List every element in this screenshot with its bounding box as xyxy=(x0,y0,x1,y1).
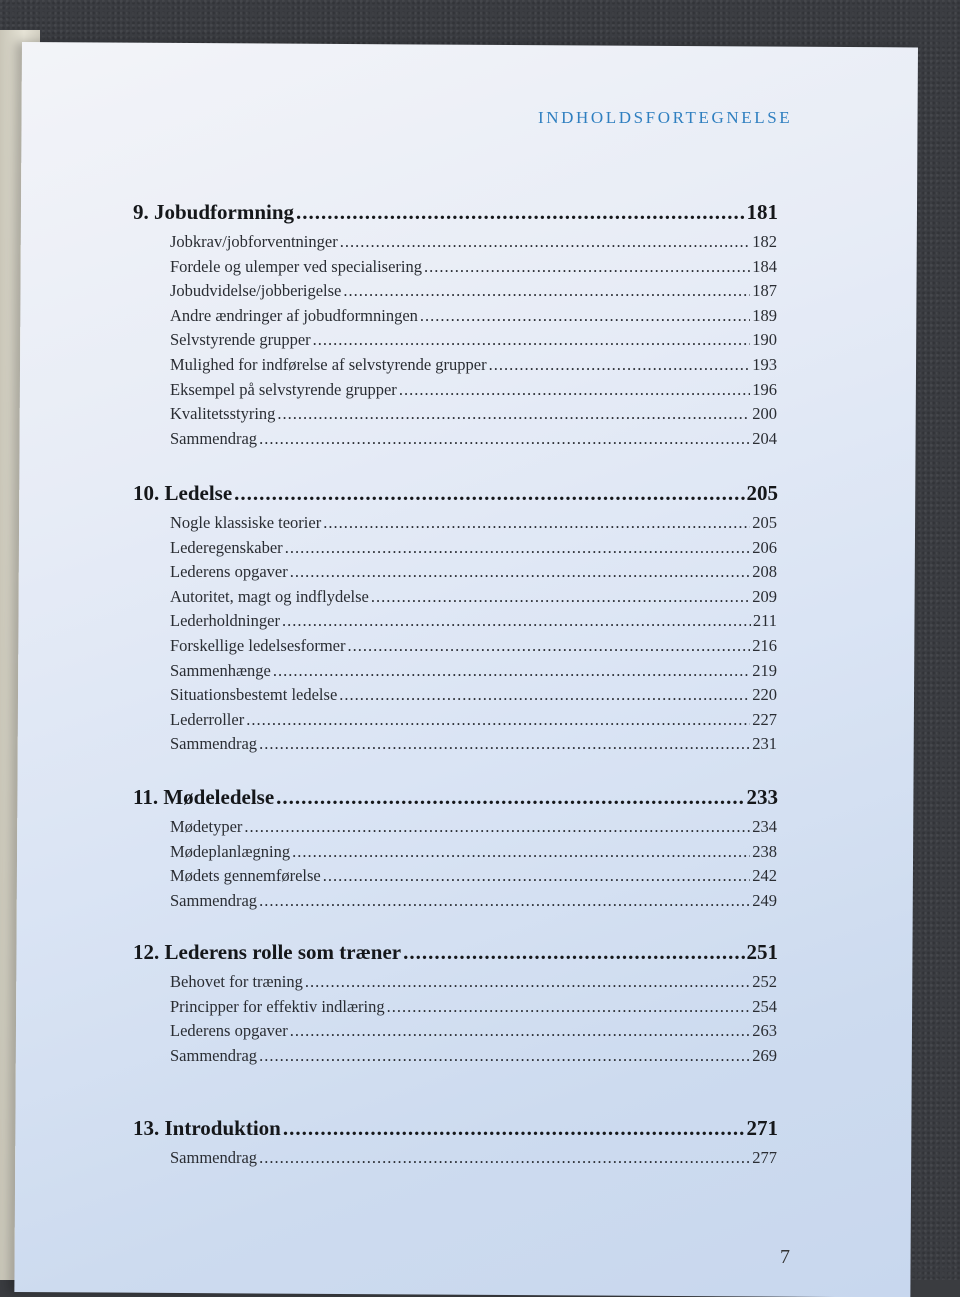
toc-section-entry xyxy=(170,1021,777,1041)
dot-leader xyxy=(282,611,751,631)
dot-leader xyxy=(259,1148,750,1168)
toc-section-entry xyxy=(170,710,777,730)
dot-leader xyxy=(234,481,744,506)
dot-leader xyxy=(340,232,751,252)
dot-leader xyxy=(343,281,750,301)
dot-leader xyxy=(285,538,751,558)
section-title: Lederens opgaver xyxy=(170,562,288,582)
section-page-number: 200 xyxy=(752,404,777,424)
section-page-number: 238 xyxy=(752,841,777,861)
section-page-number: 277 xyxy=(752,1148,777,1167)
dot-leader xyxy=(339,685,750,705)
section-title: Eksempel på selvstyrende grupper xyxy=(170,379,397,399)
toc-section-entry xyxy=(170,330,777,350)
toc-section-entry xyxy=(170,842,777,862)
toc-section-entry xyxy=(170,734,777,754)
section-title: Lederegenskaber xyxy=(170,537,283,557)
dot-leader xyxy=(244,817,750,837)
chapter-title: 11. Mødeledelse xyxy=(133,785,275,809)
running-head: INDHOLDSFORTEGNELSE xyxy=(538,108,793,127)
section-page-number: 219 xyxy=(752,660,777,680)
dot-leader xyxy=(292,842,750,862)
toc-section-entry xyxy=(170,636,777,656)
section-title: Selvstyrende grupper xyxy=(170,330,311,350)
section-page-number: 206 xyxy=(752,537,777,557)
toc-chapter-entry xyxy=(133,200,778,225)
chapter-page-number: 205 xyxy=(746,481,778,505)
chapter-title: 10. Ledelse xyxy=(133,481,233,505)
section-page-number: 242 xyxy=(752,866,777,886)
section-title: Andre ændringer af jobudformningen xyxy=(170,305,418,325)
section-title: Mødets gennemførelse xyxy=(170,866,321,886)
dot-leader xyxy=(259,734,750,754)
section-title: Lederholdninger xyxy=(170,611,280,631)
toc-chapter-entry xyxy=(133,940,778,965)
dot-leader xyxy=(489,355,751,375)
dot-leader xyxy=(424,257,750,277)
section-title: Sammendrag xyxy=(170,890,258,910)
section-title: Behovet for træning xyxy=(170,972,303,991)
toc-section-entry xyxy=(170,1046,777,1066)
section-page-number: 254 xyxy=(752,996,777,1016)
section-title: Principper for effektiv indlæring xyxy=(170,996,385,1016)
dot-leader xyxy=(259,1046,750,1066)
section-title: Kvalitetsstyring xyxy=(170,404,276,424)
dot-leader xyxy=(403,940,744,965)
dot-leader xyxy=(259,891,750,911)
section-page-number: 205 xyxy=(752,513,777,532)
toc-section-entry xyxy=(170,513,777,533)
chapter-page-number: 251 xyxy=(746,940,778,964)
section-title: Mødeplanlægning xyxy=(170,841,291,861)
section-page-number: 263 xyxy=(752,1021,777,1041)
section-page-number: 190 xyxy=(752,330,777,350)
section-title: Sammendrag xyxy=(170,1148,258,1167)
section-title: Lederens opgaver xyxy=(170,1021,288,1041)
toc-section-entry xyxy=(170,404,777,424)
section-page-number: 227 xyxy=(752,709,777,729)
chapter-page-number: 271 xyxy=(746,1116,778,1140)
section-title: Autoritet, magt og indflydelse xyxy=(170,586,369,606)
section-title: Sammendrag xyxy=(170,428,258,448)
section-page-number: 184 xyxy=(752,256,777,276)
toc-chapter-entry xyxy=(133,1116,778,1141)
section-page-number: 182 xyxy=(752,232,777,251)
toc-section-entry xyxy=(170,380,777,400)
dot-leader xyxy=(283,1116,745,1141)
dot-leader xyxy=(305,972,750,992)
section-title: Jobkrav/jobforventninger xyxy=(170,232,338,251)
section-title: Sammenhænge xyxy=(170,660,271,680)
dot-leader xyxy=(290,562,751,582)
dot-leader xyxy=(420,306,750,326)
section-page-number: 216 xyxy=(752,636,777,655)
section-page-number: 193 xyxy=(752,355,777,374)
section-page-number: 211 xyxy=(752,611,777,631)
toc-section-entry xyxy=(170,997,777,1017)
toc-section-entry xyxy=(170,891,777,911)
toc-section-entry xyxy=(170,562,777,582)
dot-leader xyxy=(313,330,751,350)
dot-leader xyxy=(276,785,744,810)
section-title: Jobudvidelse/jobberigelse xyxy=(170,281,342,301)
dot-leader xyxy=(259,429,750,449)
section-page-number: 249 xyxy=(752,890,777,910)
toc-section-entry xyxy=(170,661,777,681)
section-page-number: 209 xyxy=(752,586,777,606)
toc-section-entry xyxy=(170,587,777,607)
dot-leader xyxy=(277,404,750,424)
dot-leader xyxy=(273,661,750,681)
chapter-page-number: 233 xyxy=(746,785,778,809)
dot-leader xyxy=(371,587,750,607)
chapter-title: 12. Lederens rolle som træner xyxy=(133,940,402,964)
section-title: Situationsbestemt ledelse xyxy=(170,685,338,705)
toc-chapter-entry xyxy=(133,481,778,506)
section-title: Mulighed for indførelse af selvstyrende grupper xyxy=(170,355,487,374)
toc-section-entry xyxy=(170,306,777,326)
dot-leader xyxy=(323,513,750,533)
section-page-number: 220 xyxy=(752,685,777,705)
dot-leader xyxy=(296,200,744,225)
toc-section-entry xyxy=(170,611,777,631)
toc-section-entry xyxy=(170,866,777,886)
section-page-number: 269 xyxy=(752,1045,777,1065)
section-page-number: 208 xyxy=(752,562,777,582)
dot-leader xyxy=(246,710,750,730)
section-page-number: 252 xyxy=(752,972,777,991)
toc-section-entry xyxy=(170,972,777,992)
toc-section-entry xyxy=(170,232,777,252)
toc-section-entry xyxy=(170,817,777,837)
section-title: Fordele og ulemper ved specialisering xyxy=(170,256,423,276)
dot-leader xyxy=(323,866,751,886)
chapter-title: 13. Introduktion xyxy=(133,1116,281,1140)
chapter-title: 9. Jobudformning xyxy=(133,200,295,224)
toc-section-entry xyxy=(170,257,777,277)
toc-section-entry xyxy=(170,281,777,301)
section-title: Sammendrag xyxy=(170,734,258,754)
toc-section-entry xyxy=(170,1148,777,1168)
section-title: Forskellige ledelsesformer xyxy=(170,636,346,655)
section-page-number: 231 xyxy=(752,734,777,754)
dot-leader xyxy=(387,997,751,1017)
section-title: Sammendrag xyxy=(170,1045,258,1065)
section-page-number: 196 xyxy=(752,379,777,399)
section-page-number: 234 xyxy=(752,817,777,836)
toc-section-entry xyxy=(170,429,777,449)
section-page-number: 187 xyxy=(752,281,777,301)
section-page-number: 189 xyxy=(752,305,777,325)
toc-section-entry xyxy=(170,685,777,705)
section-title: Nogle klassiske teorier xyxy=(170,513,322,532)
toc-section-entry xyxy=(170,538,777,558)
page-number: 7 xyxy=(780,1246,790,1268)
dot-leader xyxy=(399,380,750,400)
toc-chapter-entry xyxy=(133,785,778,810)
dot-leader xyxy=(290,1021,751,1041)
chapter-page-number: 181 xyxy=(746,200,778,224)
toc-section-entry xyxy=(170,355,777,375)
section-title: Mødetyper xyxy=(170,817,243,836)
section-page-number: 204 xyxy=(752,428,777,448)
section-title: Lederroller xyxy=(170,709,245,729)
dot-leader xyxy=(348,636,751,656)
